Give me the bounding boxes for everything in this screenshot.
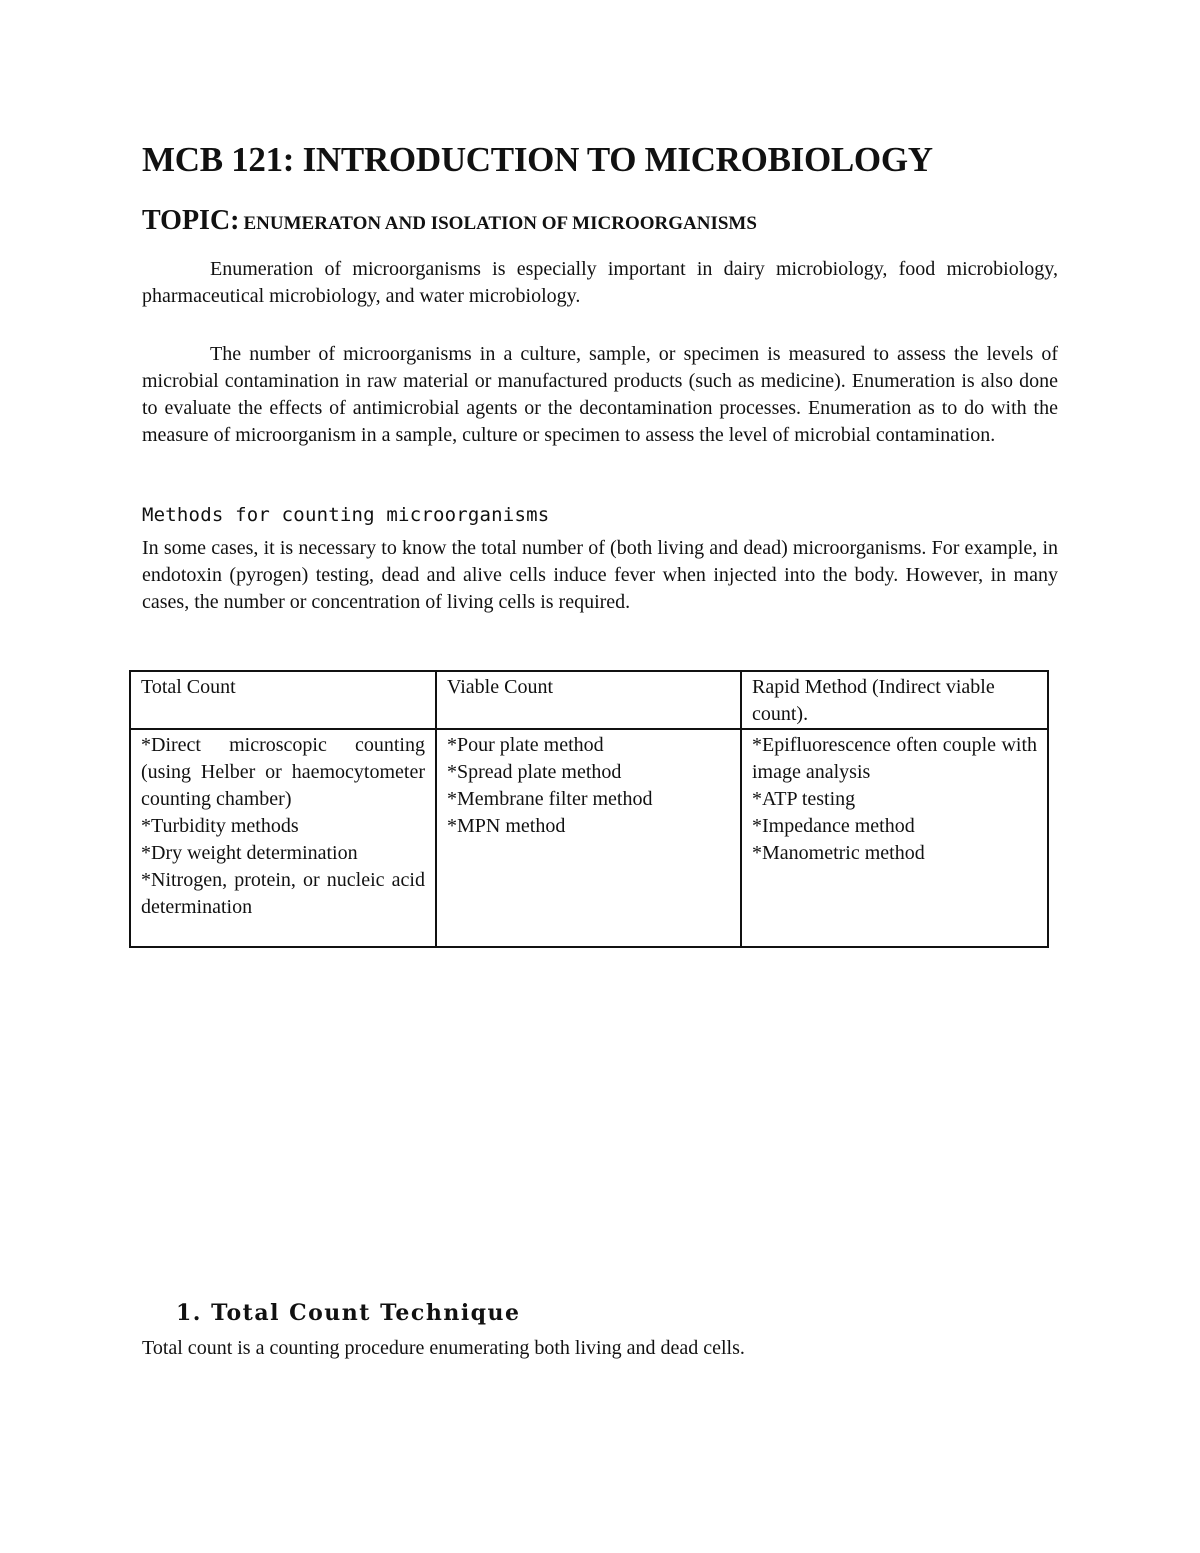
list-item: *Membrane filter method: [447, 788, 653, 810]
header-viable-count: Viable Count: [436, 671, 741, 729]
intro-paragraph-text: Enumeration of microorganisms is especially important in dairy microbiology, food microbiology, pharmaceutical microbiology, and water microbiology.: [142, 258, 1058, 307]
total-count-paragraph: Total count is a counting procedure enumerating both living and dead cells.: [142, 1337, 745, 1359]
heading-number: 1.: [176, 1300, 202, 1326]
topic-line: [142, 205, 757, 237]
methods-paragraph: In some cases, it is necessary to know the total number of (both living and dead) microorganisms. For example, in endotoxin (pyrogen) testing, dead and alive cells induce fever when injected into the body. However, in many cases, the number or concentration of living cells is required.: [142, 537, 1058, 613]
list-item: *Epifluorescence often couple with image analysis: [752, 734, 1037, 783]
list-item: *MPN method: [447, 815, 566, 837]
topic-label: TOPIC:: [142, 205, 240, 236]
course-title: MCB 121: INTRODUCTION TO MICROBIOLOGY: [142, 140, 933, 179]
enumeration-paragraph: [142, 341, 1058, 449]
intro-paragraph: [142, 256, 1058, 310]
topic-text: ENUMERATON AND ISOLATION OF MICROORGANISMS: [243, 213, 757, 234]
table-header-row: [130, 671, 1048, 729]
methods-heading: Methods for counting microorganisms: [142, 504, 550, 526]
table-row: [130, 729, 1048, 947]
rapid-method-cell: [741, 729, 1048, 947]
total-count-cell: [130, 729, 436, 947]
total-count-technique-heading: [176, 1300, 521, 1326]
viable-count-cell: [436, 729, 741, 947]
list-item: *Spread plate method: [447, 761, 622, 783]
list-item: *Impedance method: [752, 815, 915, 837]
list-item: *Dry weight determination: [141, 842, 358, 864]
methods-table: [129, 670, 1049, 948]
heading-text: Total Count Technique: [211, 1300, 521, 1326]
header-total-count: Total Count: [130, 671, 436, 729]
list-item: *Manometric method: [752, 842, 925, 864]
list-item: *Turbidity methods: [141, 815, 299, 837]
list-item: *Nitrogen, protein, or nucleic acid determination: [141, 869, 425, 918]
list-item: *Pour plate method: [447, 734, 604, 756]
enumeration-paragraph-text: The number of microorganisms in a culture, sample, or specimen is measured to assess the levels of microbial contamination in raw material or manufactured products (such as medicine). Enumeration is also done to evaluate the effects of antimicrobial agents or the decontamination processes. Enumeration as to do with the measure of microorganism in a sample, culture or specimen to assess the level of microbial contamination.: [142, 343, 1058, 446]
header-rapid-method: Rapid Method (Indirect viable count).: [741, 671, 1048, 729]
list-item: *ATP testing: [752, 788, 856, 810]
list-item: *Direct microscopic counting (using Helber or haemocytometer counting chamber): [141, 734, 425, 810]
